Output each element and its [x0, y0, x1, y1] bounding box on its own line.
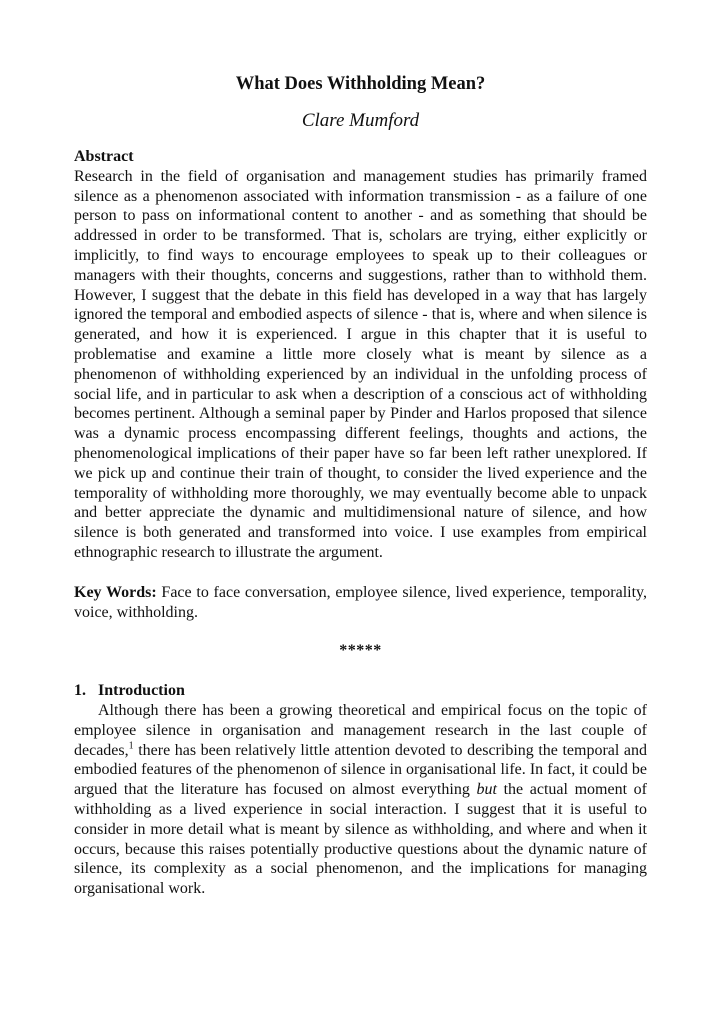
intro-text-part3: the actual moment of withholding as a lived experience in social interaction. I suggest that it is useful to consider in more detail what is meant by silence as withholding, and where and when it occurs, because this raises potentially productive questions about the dynamic nature of silence, its complexity as a social phenomenon, and the implications for managing organisational work. [74, 781, 647, 898]
introduction-heading [74, 681, 647, 701]
intro-emphasis: but [476, 781, 497, 799]
section-number: 1. [74, 682, 86, 700]
introduction-paragraph [74, 701, 647, 899]
keywords-text: Face to face conversation, employee silence, lived experience, temporality, voice, withholding. [74, 583, 647, 621]
intro-text-part1: Although there has been a growing theoretical and empirical focus on the topic of employee silence in organisation and management research in the last couple of decades, [74, 701, 647, 759]
author-name: Clare Mumford [301, 110, 420, 131]
abstract-heading: Abstract [74, 148, 134, 165]
document-page [74, 72, 647, 899]
section-separator: ***** [339, 642, 382, 660]
abstract-text: Research in the field of organisation and management studies has primarily framed silence as a phenomenon associated with information transmission - as a failure of one person to pass on informational content to another - and as something that should be addressed in order to be transformed. That is, scholars are trying, either explicitly or implicitly, to find ways to encourage employees to speak up to their colleagues or managers with their thoughts, concerns and suggestions, rather than to withhold them. However, I suggest that the debate in this field has developed in a way that has largely ignored the temporal and embodied aspects of silence - that is, where and when silence is generated, and how it is experienced. I argue in this chapter that it is useful to problematise and examine a little more closely what is meant by silence as a phenomenon of withholding experienced by an individual in the unfolding process of social life, and in particular to ask when a description of a conscious act of withholding becomes pertinent. Although a seminal paper by Pinder and Harlos proposed that silence was a dynamic process encompassing different feelings, thoughts and actions, the phenomenological implications of their paper have so far been left rather unexplored. If we pick up and continue their train of thought, to consider the lived experience and the temporality of withholding more thoroughly, we may eventually become able to unpack and better appreciate the dynamic and multidimensional nature of silence, and how silence is both generated and transformed into voice. I use examples from empirical ethnographic research to illustrate the argument. [74, 167, 647, 561]
introduction-section [74, 681, 647, 899]
keywords-label: Key Words: [74, 583, 157, 601]
footnote-marker[interactable]: 1 [128, 740, 134, 752]
section-title: Introduction [98, 682, 185, 700]
keywords-paragraph [74, 583, 647, 623]
paper-title: What Does Withholding Mean? [235, 74, 486, 94]
abstract-section [74, 147, 647, 563]
intro-text-part2: there has been relatively little attention devoted to describing the temporal and embodied features of the phenomenon of silence in organisational life. In fact, it could be argued that the literature has focused on almost everything [74, 741, 647, 799]
